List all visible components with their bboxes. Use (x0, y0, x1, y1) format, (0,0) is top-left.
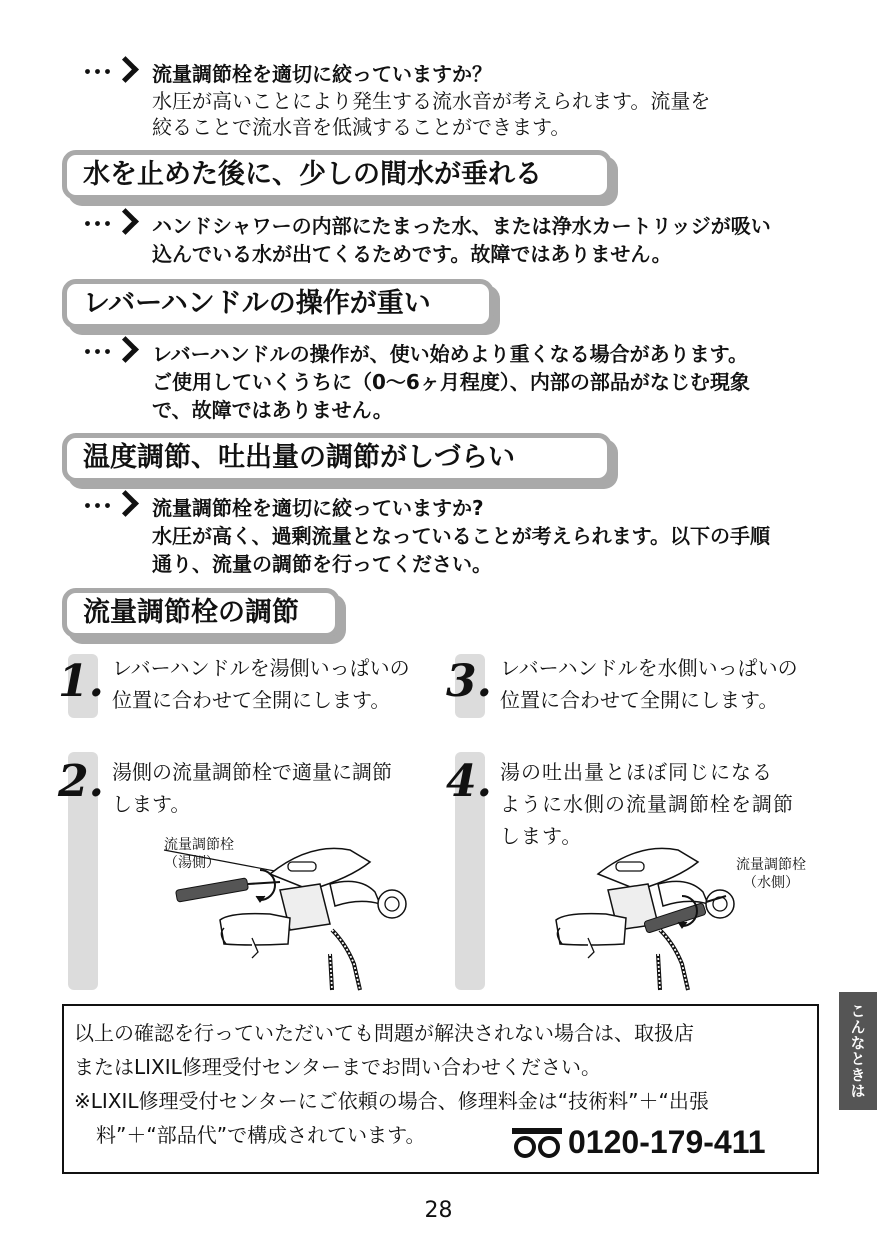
section-heading-flow-adjust: 流量調節栓の調節 (62, 588, 340, 638)
bullet-arrow-icon: ･･･ (82, 494, 152, 522)
step-line: します。 (112, 792, 191, 816)
contact-notice-box (62, 1004, 819, 1174)
answer-line: 絞ることで流水音を低減することができます。 (152, 115, 571, 139)
notice-line: 以上の確認を行っていただいても問題が解決されない場合は、取扱店 (74, 1021, 694, 1045)
faucet-cold-adjust-illustration (548, 840, 748, 992)
answer-line: 通り、流量の調節を行ってください。 (152, 552, 492, 576)
step-line: 湯側の流量調節栓で適量に調節 (112, 760, 392, 784)
phone-number-block (512, 1124, 766, 1161)
caption-line: 流量調節栓 (736, 857, 806, 873)
bullet-arrow-icon: ･･･ (82, 340, 152, 368)
caption-line: （湯側） (164, 855, 220, 871)
step-text (112, 652, 410, 716)
bullet-item (82, 60, 710, 140)
step-line: 位置に合わせて全開にします。 (500, 688, 779, 712)
bullet-arrow-icon: ･･･ (82, 60, 152, 88)
step-text (500, 756, 794, 852)
answer-line: ご使用していくうちに（0～6ヶ月程度）、内部の部品がなじむ現象 (152, 370, 750, 394)
side-tab-troubleshooting: こんなときは (839, 992, 877, 1110)
step-line: します。 (500, 824, 583, 848)
faucet-hot-adjust-illustration (160, 834, 420, 994)
step-line: 位置に合わせて全開にします。 (112, 688, 391, 712)
section-heading-temperature: 温度調節、吐出量の調節がしづらい (62, 433, 612, 483)
section-heading-dripping: 水を止めた後に、少しの間水が垂れる (62, 150, 612, 200)
page-number: 28 (424, 1198, 453, 1223)
answer-line: 水圧が高いことにより発生する流水音が考えられます。流量を (152, 89, 711, 113)
step-line: ように水側の流量調節栓を調節 (500, 792, 794, 816)
bullet-item (82, 340, 750, 424)
step-number: 2. (58, 756, 104, 807)
answer-line: レバーハンドルの操作が、使い始めより重くなる場合があります。 (152, 342, 748, 366)
question-text: 流量調節栓を適切に絞っていますか? (152, 496, 484, 520)
step-line: レバーハンドルを湯側いっぱいの (112, 656, 410, 680)
step-line: 湯の吐出量とほぼ同じになる (500, 760, 773, 784)
notice-line: 料”＋“部品代”で構成されています。 (96, 1123, 426, 1147)
bullet-arrow-icon: ･･･ (82, 212, 152, 240)
step-number: 3. (446, 656, 492, 707)
step-number: 4. (446, 756, 492, 807)
answer-line: 水圧が高く、過剰流量となっていることが考えられます。以下の手順 (152, 524, 770, 548)
answer-line: 込んでいる水が出てくるためです。故障ではありません。 (152, 242, 672, 266)
notice-line: またはLIXIL修理受付センターまでお問い合わせください。 (74, 1055, 601, 1079)
answer-line: で、故障ではありません。 (152, 398, 393, 422)
step-number: 1. (58, 656, 104, 707)
step-text (112, 756, 392, 820)
question-text: 流量調節栓を適切に絞っていますか？ (152, 62, 492, 86)
caption-line: （水側） (743, 875, 799, 891)
phone-number: 0120-179-411 (568, 1124, 766, 1160)
section-heading-heavy-lever: レバーハンドルの操作が重い (62, 279, 494, 329)
notice-line: ※LIXIL修理受付センターにご依頼の場合、修理料金は“技術料”＋“出張 (74, 1089, 709, 1113)
answer-line: ハンドシャワーの内部にたまった水、または浄水カートリッジが吸い (152, 214, 771, 238)
bullet-item (82, 212, 771, 268)
step-text (500, 652, 798, 716)
bullet-item (82, 494, 770, 578)
freedial-icon (512, 1128, 562, 1158)
step-line: レバーハンドルを水側いっぱいの (500, 656, 798, 680)
caption-line: 流量調節栓 (164, 837, 234, 853)
